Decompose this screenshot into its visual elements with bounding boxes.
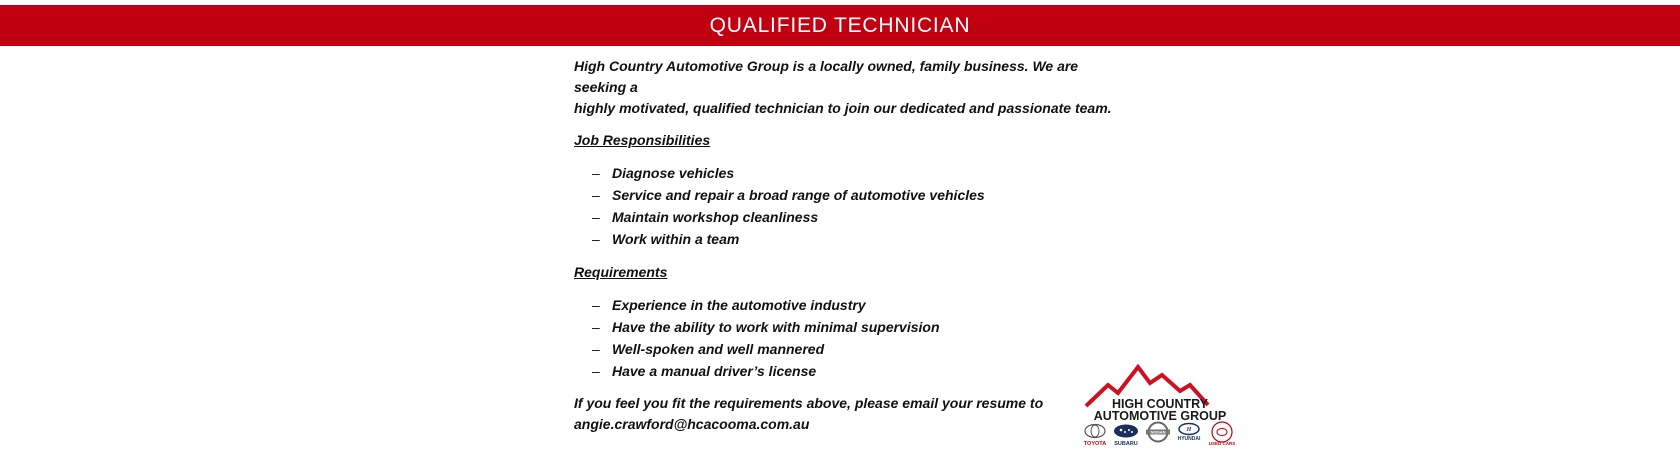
list-item — [574, 339, 1134, 361]
logo-line-1: HIGH COUNTRY — [1111, 397, 1209, 411]
list-item — [574, 229, 1134, 251]
company-logo — [1078, 364, 1244, 450]
list-item — [574, 163, 1134, 185]
list-item-text: Maintain workshop cleanliness — [612, 209, 819, 225]
responsibilities-list — [574, 163, 1134, 251]
list-item-text: Service and repair a broad range of automotive vehicles — [612, 187, 985, 203]
nissan-label: NISSAN — [1150, 429, 1166, 435]
contact-email: angie.crawford@hcacooma.com.au — [574, 416, 810, 432]
svg-text:H: H — [1186, 427, 1192, 433]
dash-bullet: – — [592, 165, 600, 181]
responsibilities-heading: Job Responsibilities — [574, 132, 711, 148]
subaru-logo-icon — [1114, 425, 1138, 448]
list-item — [574, 317, 1134, 339]
dash-bullet: – — [592, 341, 600, 357]
job-posting — [574, 56, 1134, 435]
dash-bullet: – — [592, 297, 600, 313]
page-title: QUALIFIED TECHNICIAN — [709, 13, 971, 37]
hyundai-label: HYUNDAI — [1177, 436, 1201, 442]
hyundai-logo-icon — [1178, 424, 1201, 443]
requirements-heading: Requirements — [574, 264, 668, 280]
intro-line-1: High Country Automotive Group is a locally owned, family business. We are seeking a — [574, 58, 1079, 95]
list-item-text: Well-spoken and well mannered — [612, 341, 825, 357]
list-item — [574, 207, 1134, 229]
closing-line: If you feel you fit the requirements above, please email your resume to — [574, 395, 1044, 411]
logo-line-2: AUTOMOTIVE GROUP — [1093, 409, 1227, 423]
toyota-logo-icon — [1084, 425, 1106, 448]
logo-graphic — [1078, 364, 1244, 450]
list-item-text: Experience in the automotive industry — [612, 297, 866, 313]
list-item-text: Have the ability to work with minimal supervision — [612, 319, 940, 335]
requirements-list — [574, 295, 1134, 383]
header-banner — [0, 5, 1680, 46]
intro-paragraph — [574, 56, 1134, 119]
list-item — [574, 361, 1134, 383]
list-item-text: Have a manual driver’s license — [612, 363, 817, 379]
closing-paragraph — [574, 393, 1134, 435]
dash-bullet: – — [592, 209, 600, 225]
list-item — [574, 185, 1134, 207]
intro-line-2: highly motivated, qualified technician to join our dedicated and passionate team. — [574, 100, 1112, 116]
toyota-label: TOYOTA — [1083, 441, 1107, 447]
dash-bullet: – — [592, 231, 600, 247]
dash-bullet: – — [592, 319, 600, 335]
dash-bullet: – — [592, 363, 600, 379]
subaru-label: SUBARU — [1114, 441, 1138, 447]
nissan-logo-icon — [1146, 423, 1170, 442]
list-item — [574, 295, 1134, 317]
dash-bullet: – — [592, 187, 600, 203]
used-cars-logo-icon — [1209, 422, 1236, 446]
list-item-text: Diagnose vehicles — [612, 165, 735, 181]
list-item-text: Work within a team — [612, 231, 740, 247]
used-cars-label: USED CARS — [1208, 441, 1236, 446]
